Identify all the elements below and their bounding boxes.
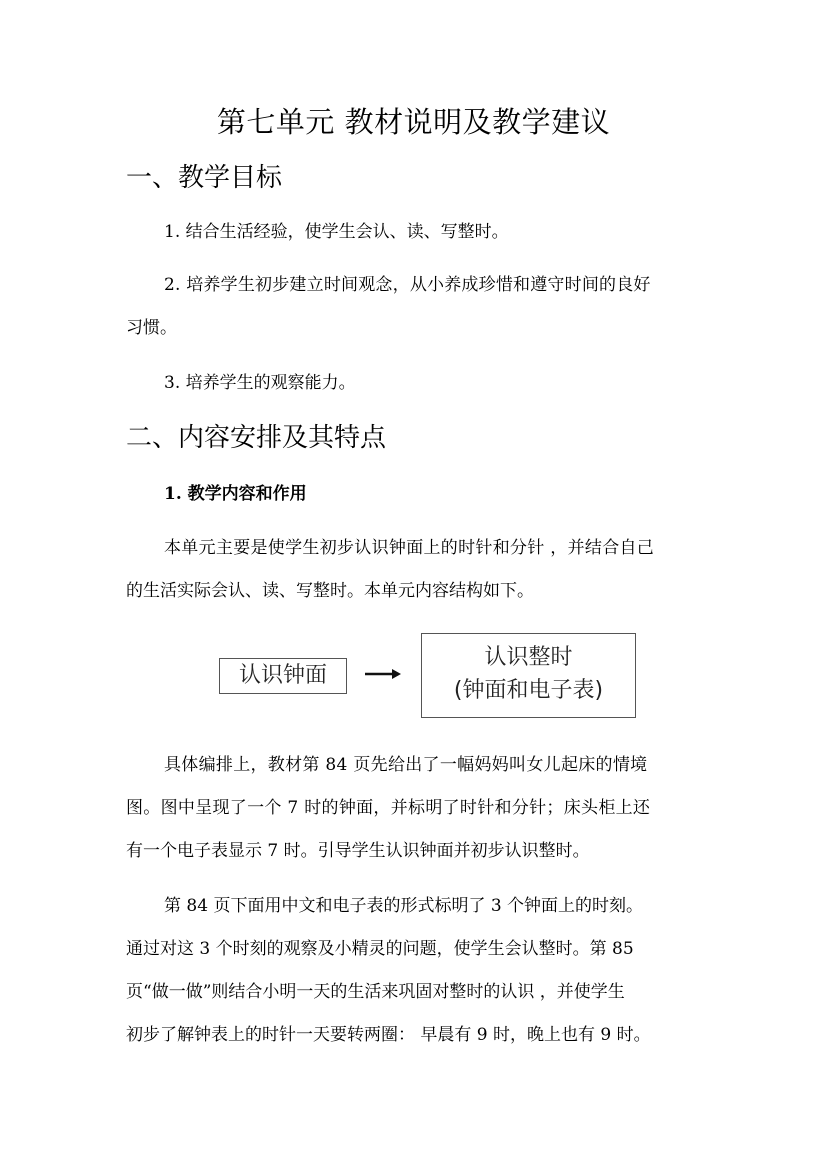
paragraph-line: 具体编排上，教材第 84 页先给出了一幅妈妈叫女儿起床的情境	[164, 755, 648, 775]
objective-item-3: 3. 培养学生的观察能力。	[164, 373, 356, 393]
paragraph-line: 初步了解钟表上的时针一天要转两圈： 早晨有 9 时，晚上也有 9 时。	[126, 1025, 651, 1045]
paragraph-line: 有一个电子表显示 7 时。引导学生认识钟面并初步认识整时。	[126, 841, 590, 861]
paragraph-line: 页“做一做”则结合小明一天的生活来巩固对整时的认识 ，并使学生	[126, 982, 625, 1002]
objective-item-1: 1. 结合生活经验，使学生会认、读、写整时。	[164, 222, 509, 242]
paragraph-line: 第 84 页下面用中文和电子表的形式标明了 3 个钟面上的时刻。	[164, 896, 644, 916]
subheading-content-role: 1. 教学内容和作用	[164, 484, 307, 504]
diagram-box-whole-hour	[421, 633, 636, 718]
page-title: 第七单元 教材说明及教学建议	[216, 105, 611, 139]
diagram-box-line: (钟面和电子表)	[453, 678, 604, 703]
diagram-box-clock-face: 认识钟面	[219, 658, 347, 694]
diagram-box-line: 认识整时	[484, 645, 573, 670]
paragraph-line: 的生活实际会认、读、写整时。本单元内容结构如下。	[126, 581, 534, 601]
objective-item-2-cont: 习惯。	[126, 318, 177, 338]
section-heading-objectives: 一、教学目标	[126, 163, 283, 193]
objective-item-2: 2. 培养学生初步建立时间观念，从小养成珍惜和遵守时间的良好	[164, 275, 651, 295]
paragraph-line: 通过对这 3 个时刻的观察及小精灵的问题，使学生会认整时。第 85	[126, 939, 634, 959]
paragraph-line: 图。图中呈现了一个 7 时的钟面，并标明了时针和分针；床头柜上还	[126, 798, 651, 818]
paragraph-line: 本单元主要是使学生初步认识钟面上的时针和分针 ，并结合自己	[164, 538, 655, 558]
arrow-right-icon	[363, 666, 403, 682]
section-heading-content: 二、内容安排及其特点	[126, 423, 387, 453]
